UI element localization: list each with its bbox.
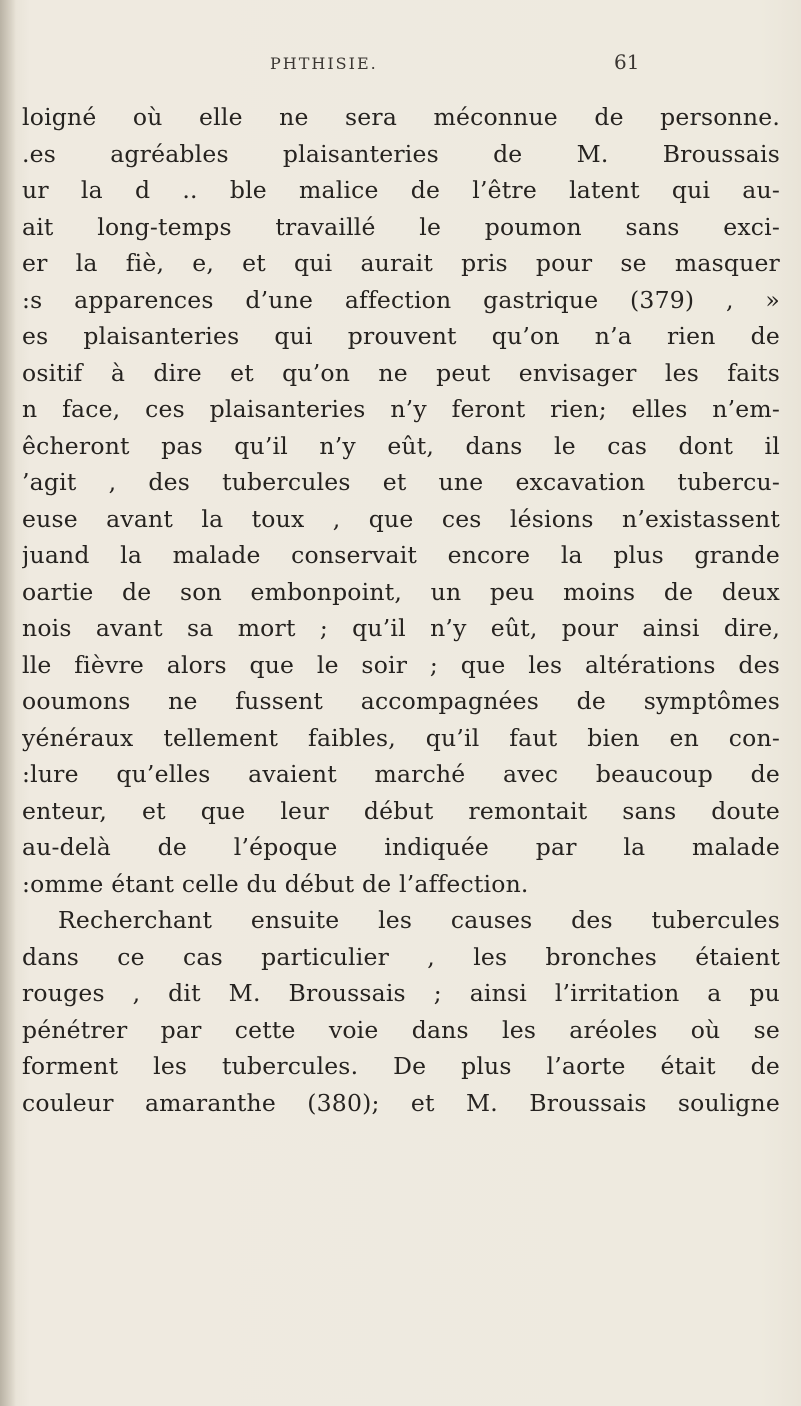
- text-line: er la fiè, e, et qui aurait pris pour se masquer: [22, 249, 780, 277]
- page-number: 61: [614, 50, 640, 74]
- body-text: [22, 99, 780, 1121]
- text-line: juand la malade conservait encore la plus grande: [22, 541, 780, 569]
- text-line: :omme étant celle du début de l’affection.: [22, 869, 529, 898]
- text-line: couleur amaranthe (380); et M. Broussais souligne: [22, 1088, 780, 1117]
- text-line: pénétrer par cette voie dans les aréoles où se: [22, 1015, 780, 1044]
- page-gutter-shadow: [0, 0, 16, 1406]
- text-line: nois avant sa mort ; qu’il n’y eût, pour ainsi dire,: [22, 614, 780, 642]
- text-line: Recherchant ensuite les causes des tubercules: [58, 906, 780, 934]
- text-line: ait long-temps travaillé le poumon sans exci-: [22, 212, 780, 241]
- text-line: dans ce cas particulier , les bronches étaient: [22, 942, 780, 971]
- text-line: es plaisanteries qui prouvent qu’on n’a rien de: [22, 322, 780, 350]
- paragraph-1: [22, 99, 780, 902]
- text-line: :s apparences d’une affection gastrique (379) , »: [22, 285, 780, 314]
- text-line: êcheront pas qu’il n’y eût, dans le cas dont il: [22, 431, 780, 460]
- text-line: rouges , dit M. Broussais ; ainsi l’irritation a pu: [22, 979, 780, 1007]
- text-line: lle fièvre alors que le soir ; que les altérations des: [22, 650, 780, 679]
- text-line: ’agit , des tubercules et une excavation tubercu-: [22, 468, 780, 496]
- text-line: :lure qu’elles avaient marché avec beaucoup de: [22, 760, 780, 788]
- text-line: forment les tubercules. De plus l’aorte était de: [22, 1052, 780, 1080]
- text-line: au-delà de l’époque indiquée par la malade: [22, 833, 780, 861]
- text-line: euse avant la toux , que ces lésions n’existassent: [22, 504, 780, 533]
- text-line: .es agréables plaisanteries de M. Broussais: [22, 139, 780, 168]
- text-line: ur la d .. ble malice de l’être latent qui au-: [22, 176, 780, 204]
- running-head: PHTHISIE.: [270, 54, 378, 73]
- text-line: enteur, et que leur début remontait sans doute: [22, 796, 780, 825]
- text-line: ooumons ne fussent accompagnées de symptômes: [22, 687, 780, 715]
- text-line: ositif à dire et qu’on ne peut envisager les faits: [22, 358, 780, 387]
- text-line: n face, ces plaisanteries n’y feront rien; elles n’em-: [22, 395, 780, 423]
- text-line: yénéraux tellement faibles, qu’il faut bien en con-: [22, 723, 780, 752]
- paragraph-2: [22, 902, 780, 1121]
- text-line: loigné où elle ne sera méconnue de personne.: [22, 103, 780, 131]
- text-line: oartie de son embonpoint, un peu moins de deux: [22, 577, 780, 606]
